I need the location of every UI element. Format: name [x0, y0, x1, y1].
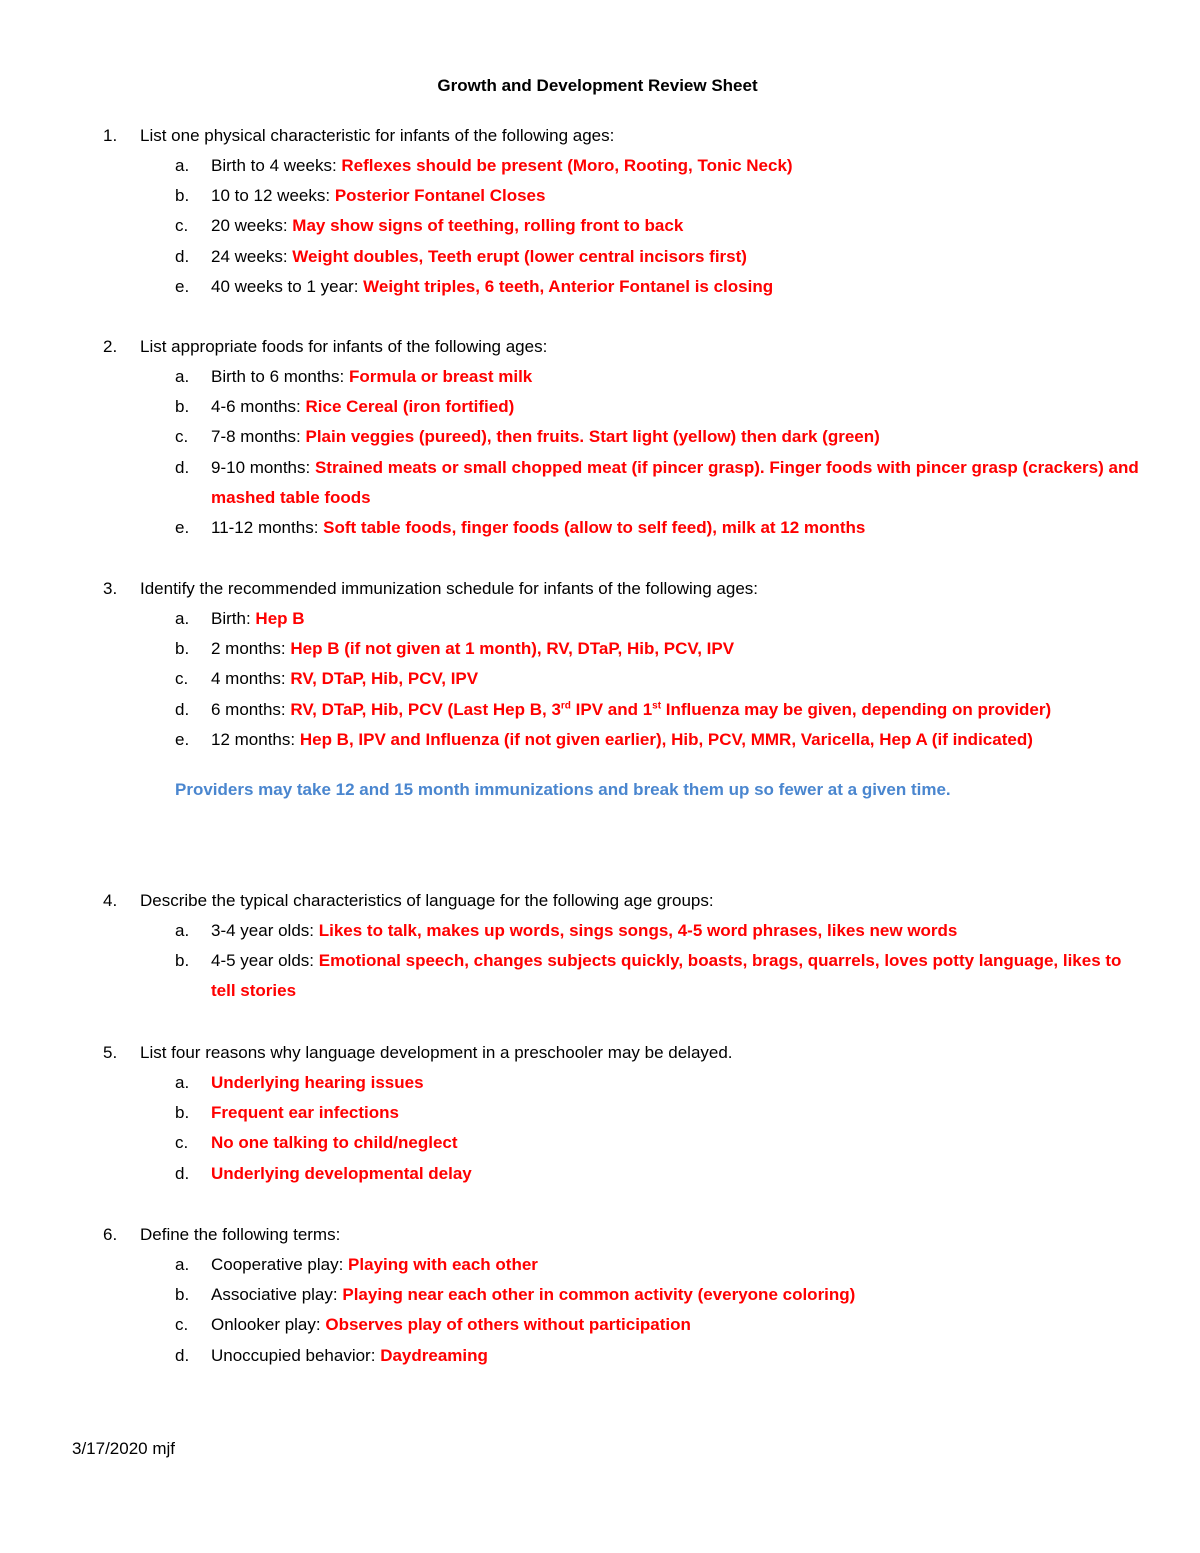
question-prompt: 4. Describe the typical characteristics of language for the following age groups:: [103, 891, 714, 910]
list-item: d. Underlying developmental delay: [175, 1163, 472, 1183]
list-item: a. Underlying hearing issues: [175, 1073, 424, 1092]
list-item: c. 20 weeks: May show signs of teething, rolling front to back: [175, 216, 684, 236]
list-item: c. No one talking to child/neglect: [175, 1133, 458, 1153]
list-item: b. 4-6 months: Rice Cereal (iron fortified): [175, 397, 515, 417]
list-item: b. 2 months: Hep B (if not given at 1 month), RV, DTaP, Hib, PCV, IPV: [175, 639, 735, 659]
question-prompt: 1. List one physical characteristic for infants of the following ages:: [103, 126, 615, 145]
list-item: a. Cooperative play: Playing with each other: [175, 1255, 538, 1274]
provider-note: Providers may take 12 and 15 month immunizations and break them up so fewer at a given time.: [175, 780, 951, 800]
question-2: [103, 332, 1143, 543]
list-item: c. Onlooker play: Observes play of others without participation: [175, 1315, 691, 1335]
question-prompt: 3. Identify the recommended immunization schedule for infants of the following ages:: [103, 579, 759, 598]
list-item: e. 40 weeks to 1 year: Weight triples, 6 teeth, Anterior Fontanel is closing: [175, 276, 774, 296]
page-title: Growth and Development Review Sheet: [437, 76, 758, 95]
question-1: [103, 121, 1143, 302]
list-item: c. 4 months: RV, DTaP, Hib, PCV, IPV: [175, 669, 479, 689]
list-item: a. Birth to 6 months: Formula or breast milk: [175, 367, 533, 386]
question-4: [103, 886, 1143, 1007]
list-item: c. 7-8 months: Plain veggies (pureed), then fruits. Start light (yellow) then dark (green): [175, 427, 880, 447]
list-item: b. Associative play: Playing near each other in common activity (everyone coloring): [175, 1285, 856, 1305]
list-item: d. Unoccupied behavior: Daydreaming: [175, 1345, 488, 1365]
question-prompt: 5. List four reasons why language development in a preschooler may be delayed.: [103, 1043, 733, 1062]
list-item: e. 11-12 months: Soft table foods, finger foods (allow to self feed), milk at 12 months: [175, 518, 866, 538]
question-5: [103, 1038, 1143, 1189]
list-item: b. 10 to 12 weeks: Posterior Fontanel Closes: [175, 186, 546, 206]
list-item: b. 4-5 year olds: Emotional speech, changes subjects quickly, boasts, brags, quarrels, loves potty language, likes to tell stories: [175, 951, 1122, 1001]
list-item: a. 3-4 year olds: Likes to talk, makes up words, sings songs, 4-5 word phrases, likes new words: [175, 921, 958, 940]
list-item: d. 9-10 months: Strained meats or small chopped meat (if pincer grasp). Finger foods with pincer grasp (crackers) and mashed table foods: [175, 457, 1139, 507]
footer-date: 3/17/2020 mjf: [72, 1439, 176, 1458]
list-item: d. 24 weeks: Weight doubles, Teeth erupt (lower central incisors first): [175, 246, 747, 266]
list-item: d. 6 months: RV, DTaP, Hib, PCV (Last Hep B, 3rd IPV and 1st Influenza may be given, depending on provider): [175, 699, 1052, 719]
list-item: a. Birth to 4 weeks: Reflexes should be present (Moro, Rooting, Tonic Neck): [175, 156, 793, 175]
list-item: b. Frequent ear infections: [175, 1103, 399, 1123]
list-item: a. Birth: Hep B: [175, 609, 305, 628]
question-3: [103, 574, 1143, 805]
list-item: e. 12 months: Hep B, IPV and Influenza (if not given earlier), Hib, PCV, MMR, Varicella, Hep A (if indicated): [175, 729, 1033, 749]
question-prompt: 6. Define the following terms:: [103, 1225, 341, 1244]
question-prompt: 2. List appropriate foods for infants of the following ages:: [103, 337, 548, 356]
question-6: [103, 1220, 1143, 1371]
